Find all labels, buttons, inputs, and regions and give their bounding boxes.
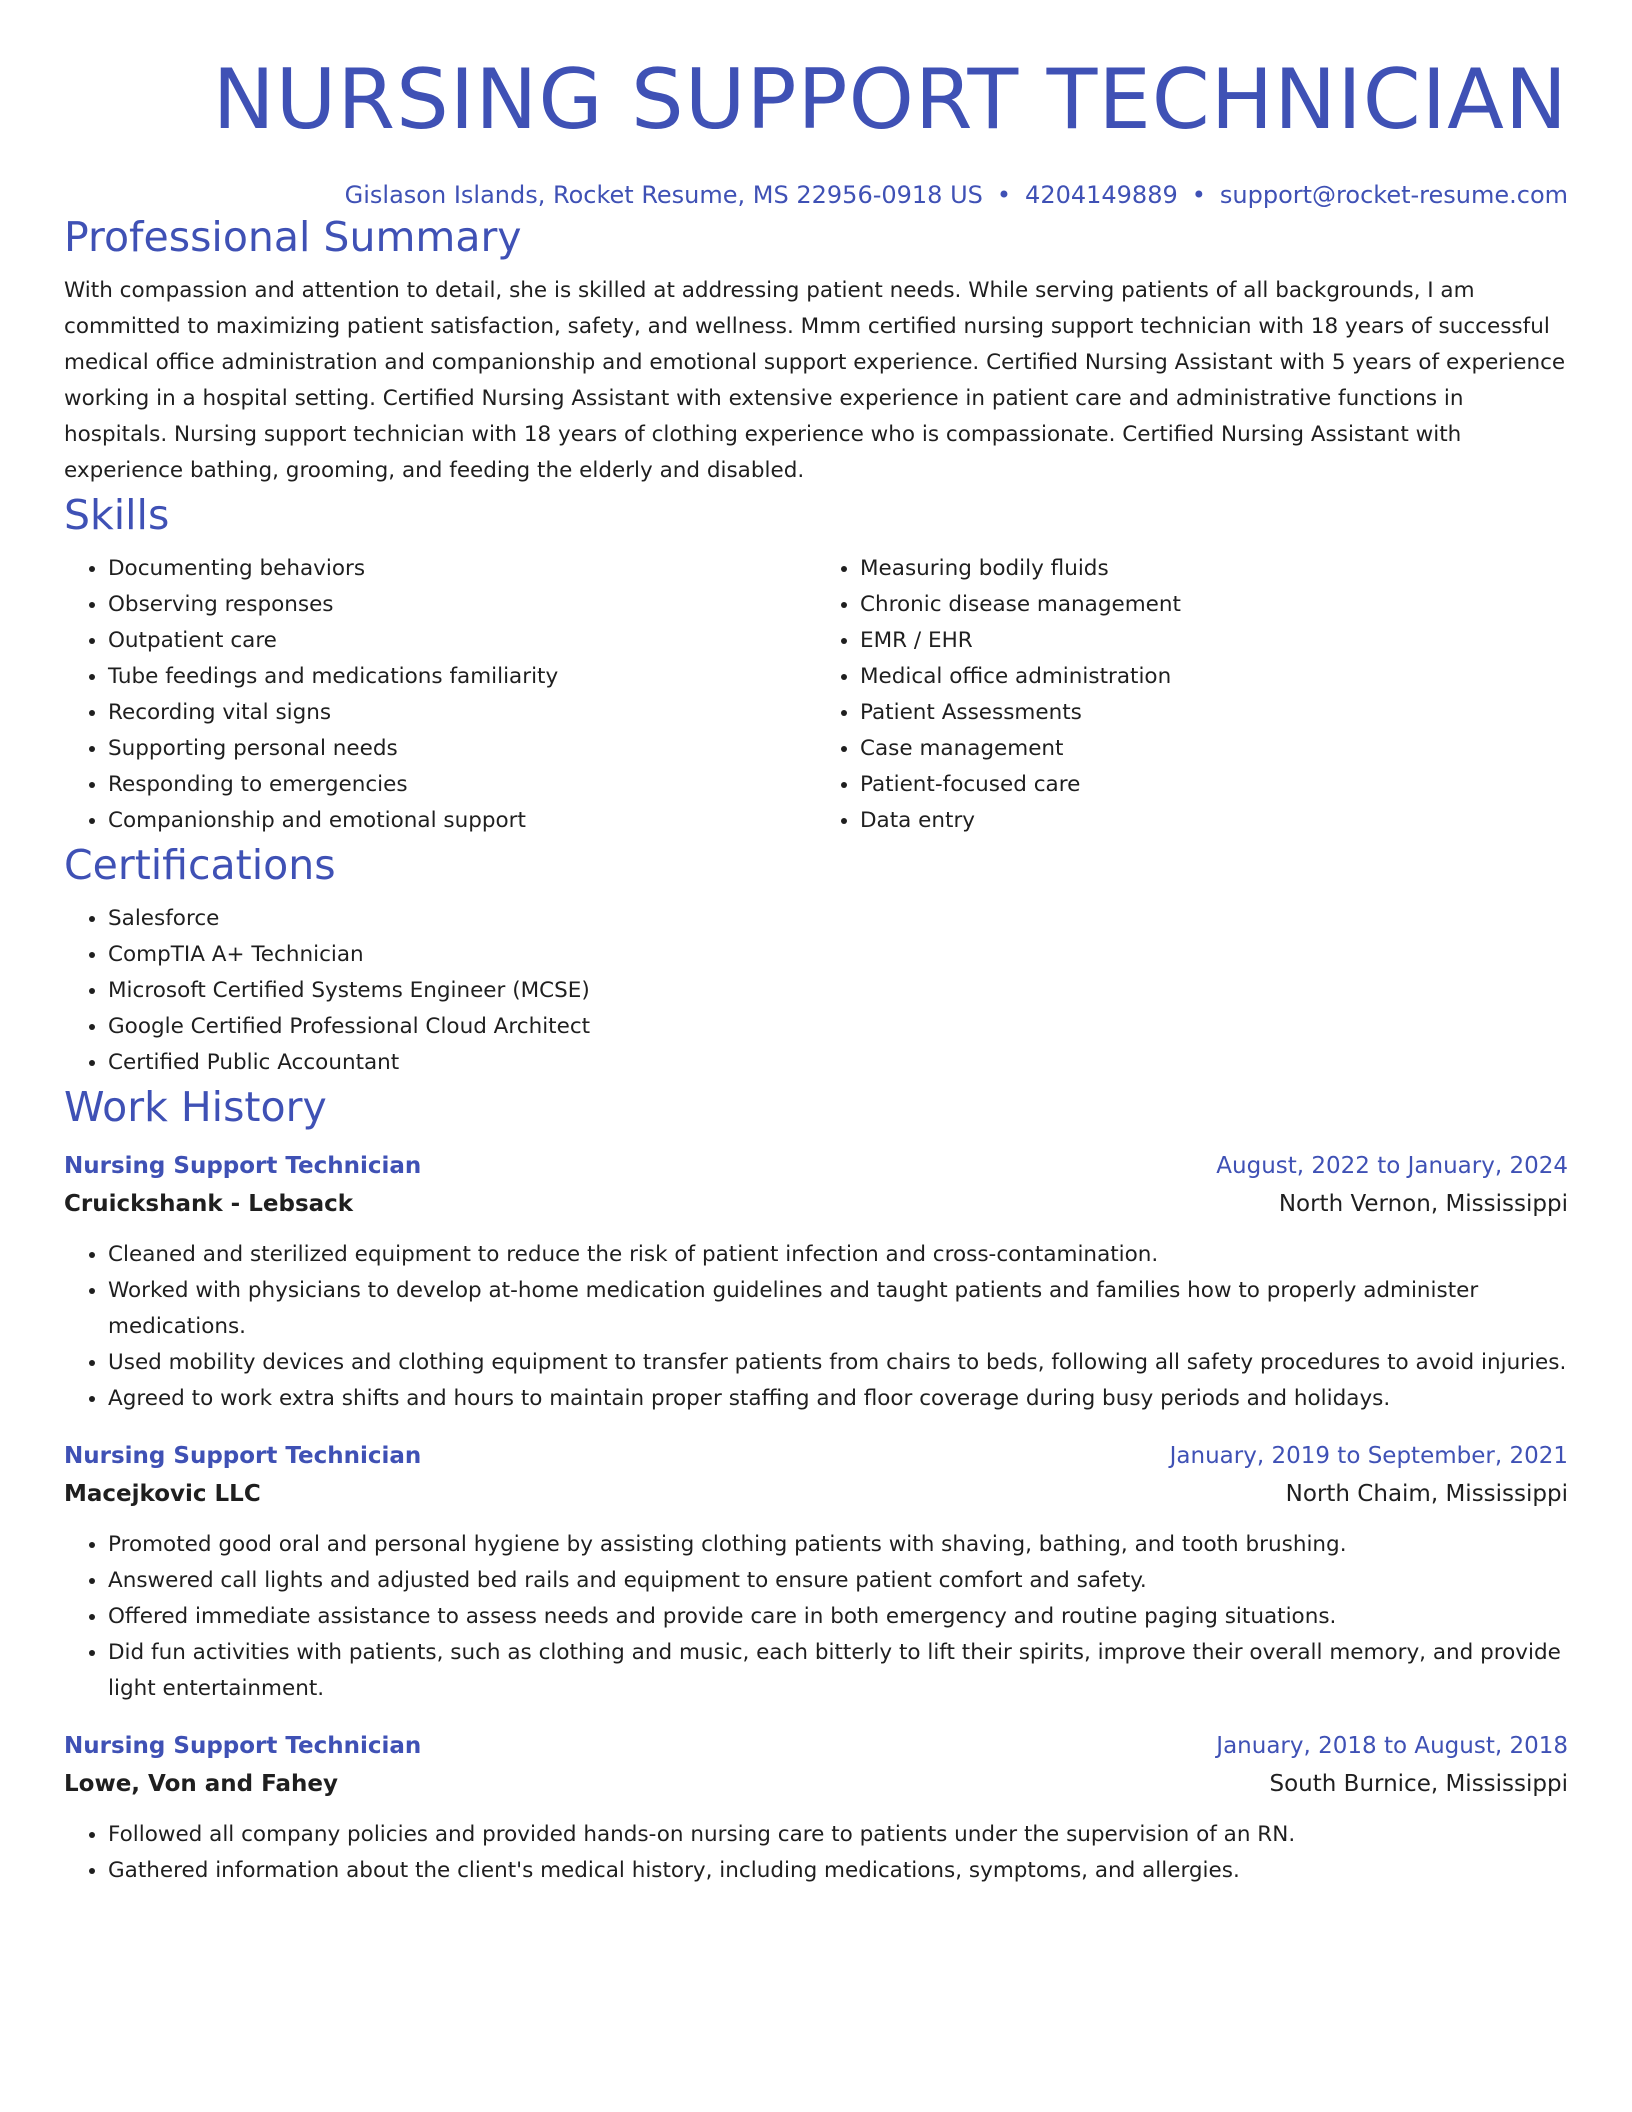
job-entry xyxy=(64,1727,1568,1889)
job-title: Nursing Support Technician xyxy=(64,1153,422,1179)
certification-item: • Certified Public Accountant xyxy=(108,1045,1568,1081)
certifications-heading: Certifications xyxy=(64,841,336,889)
skill-item: • Patient-focused care xyxy=(860,767,1568,803)
job-entry xyxy=(64,1147,1568,1417)
job-dates: January, 2019 to September, 2021 xyxy=(1169,1443,1568,1469)
contact-line xyxy=(64,179,1568,211)
skill-item: • Outpatient care xyxy=(108,623,816,659)
skill-item: • Responding to emergencies xyxy=(108,767,816,803)
job-dates: January, 2018 to August, 2018 xyxy=(1216,1733,1568,1759)
job-location: North Chaim, Mississippi xyxy=(1285,1481,1568,1507)
job-employer: Cruickshank - Lebsack xyxy=(64,1191,354,1217)
job-title: Nursing Support Technician xyxy=(64,1733,422,1759)
skills-columns xyxy=(64,551,1568,839)
job-bullet: • Used mobility devices and clothing equipment to transfer patients from chairs to beds, following all safety procedures to avoid injuries. xyxy=(108,1345,1568,1381)
skill-item: • Measuring bodily fluids xyxy=(860,551,1568,587)
job-bullets xyxy=(64,1237,1568,1417)
skill-item: • Observing responses xyxy=(108,587,816,623)
skill-item: • Documenting behaviors xyxy=(108,551,816,587)
job-header-row xyxy=(64,1437,1568,1475)
skill-item: • Recording vital signs xyxy=(108,695,816,731)
job-bullet: • Agreed to work extra shifts and hours to maintain proper staffing and floor coverage during busy periods and holidays. xyxy=(108,1381,1568,1417)
job-dates: August, 2022 to January, 2024 xyxy=(1216,1153,1568,1179)
skill-item: • Supporting personal needs xyxy=(108,731,816,767)
skill-item: • EMR / EHR xyxy=(860,623,1568,659)
job-bullet: • Promoted good oral and personal hygiene by assisting clothing patients with shaving, bathing, and tooth brushing. xyxy=(108,1527,1568,1563)
skill-item: • Companionship and emotional support xyxy=(108,803,816,839)
skill-item: • Chronic disease management xyxy=(860,587,1568,623)
job-employer-row xyxy=(64,1475,1568,1513)
summary-heading: Professional Summary xyxy=(64,213,522,261)
job-header-row xyxy=(64,1147,1568,1185)
job-bullet: • Cleaned and sterilized equipment to reduce the risk of patient infection and cross-contamination. xyxy=(108,1237,1568,1273)
certifications-list xyxy=(64,901,1568,1081)
skills-heading: Skills xyxy=(64,491,170,539)
contact-address: Gislason Islands, Rocket Resume, MS 22956-0918 US xyxy=(344,181,983,209)
job-bullet: • Gathered information about the client's medical history, including medications, symptoms, and allergies. xyxy=(108,1853,1568,1889)
job-employer: Macejkovic LLC xyxy=(64,1481,261,1507)
job-employer-row xyxy=(64,1765,1568,1803)
contact-separator: • xyxy=(996,181,1012,209)
job-bullets xyxy=(64,1817,1568,1889)
skills-list-left xyxy=(64,551,816,839)
job-bullet: • Answered call lights and adjusted bed rails and equipment to ensure patient comfort and safety. xyxy=(108,1563,1568,1599)
certification-item: • CompTIA A+ Technician xyxy=(108,937,1568,973)
contact-phone: 4204149889 xyxy=(1025,181,1178,209)
certification-item: • Google Certified Professional Cloud Architect xyxy=(108,1009,1568,1045)
job-bullet: • Followed all company policies and provided hands-on nursing care to patients under the supervision of an RN. xyxy=(108,1817,1568,1853)
skills-list-right xyxy=(816,551,1568,839)
certification-item: • Microsoft Certified Systems Engineer (MCSE) xyxy=(108,973,1568,1009)
contact-email[interactable]: support@rocket-resume.com xyxy=(1219,181,1568,209)
job-title: Nursing Support Technician xyxy=(64,1443,422,1469)
skill-item: • Medical office administration xyxy=(860,659,1568,695)
skill-item: • Data entry xyxy=(860,803,1568,839)
summary-text: With compassion and attention to detail, she is skilled at addressing patient needs. While serving patients of all backgrounds, I am committed to maximizing patient satisfaction, safety, and wellness. Mmm certified nursing support technician with 18 years of successful medical office administration and companionship and emotional support experience. Certified Nursing Assistant with 5 years of experience working in a hospital setting. Certified Nursing Assistant with extensive experience in patient care and administrative functions in hospitals. Nursing support technician with 18 years of clothing experience who is compassionate. Certified Nursing Assistant with experience bathing, grooming, and feeding the elderly and disabled. xyxy=(64,278,1566,483)
job-employer: Lowe, Von and Fahey xyxy=(64,1771,338,1797)
job-bullets xyxy=(64,1527,1568,1707)
skill-item: • Tube feedings and medications familiarity xyxy=(108,659,816,695)
job-employer-row xyxy=(64,1185,1568,1223)
job-location: South Burnice, Mississippi xyxy=(1269,1771,1568,1797)
job-bullet: • Worked with physicians to develop at-home medication guidelines and taught patients and families how to properly administer medications. xyxy=(108,1273,1568,1345)
job-header-row xyxy=(64,1727,1568,1765)
resume-title: NURSING SUPPORT TECHNICIAN xyxy=(212,51,1568,148)
job-bullet: • Offered immediate assistance to assess needs and provide care in both emergency and routine paging situations. xyxy=(108,1599,1568,1635)
job-bullet: • Did fun activities with patients, such as clothing and music, each bitterly to lift their spirits, improve their overall memory, and provide light entertainment. xyxy=(108,1635,1568,1707)
certification-item: • Salesforce xyxy=(108,901,1568,937)
work-history-heading: Work History xyxy=(64,1083,327,1131)
skill-item: • Case management xyxy=(860,731,1568,767)
job-entry xyxy=(64,1437,1568,1707)
contact-separator: • xyxy=(1191,181,1206,209)
skill-item: • Patient Assessments xyxy=(860,695,1568,731)
job-location: North Vernon, Mississippi xyxy=(1278,1191,1568,1217)
